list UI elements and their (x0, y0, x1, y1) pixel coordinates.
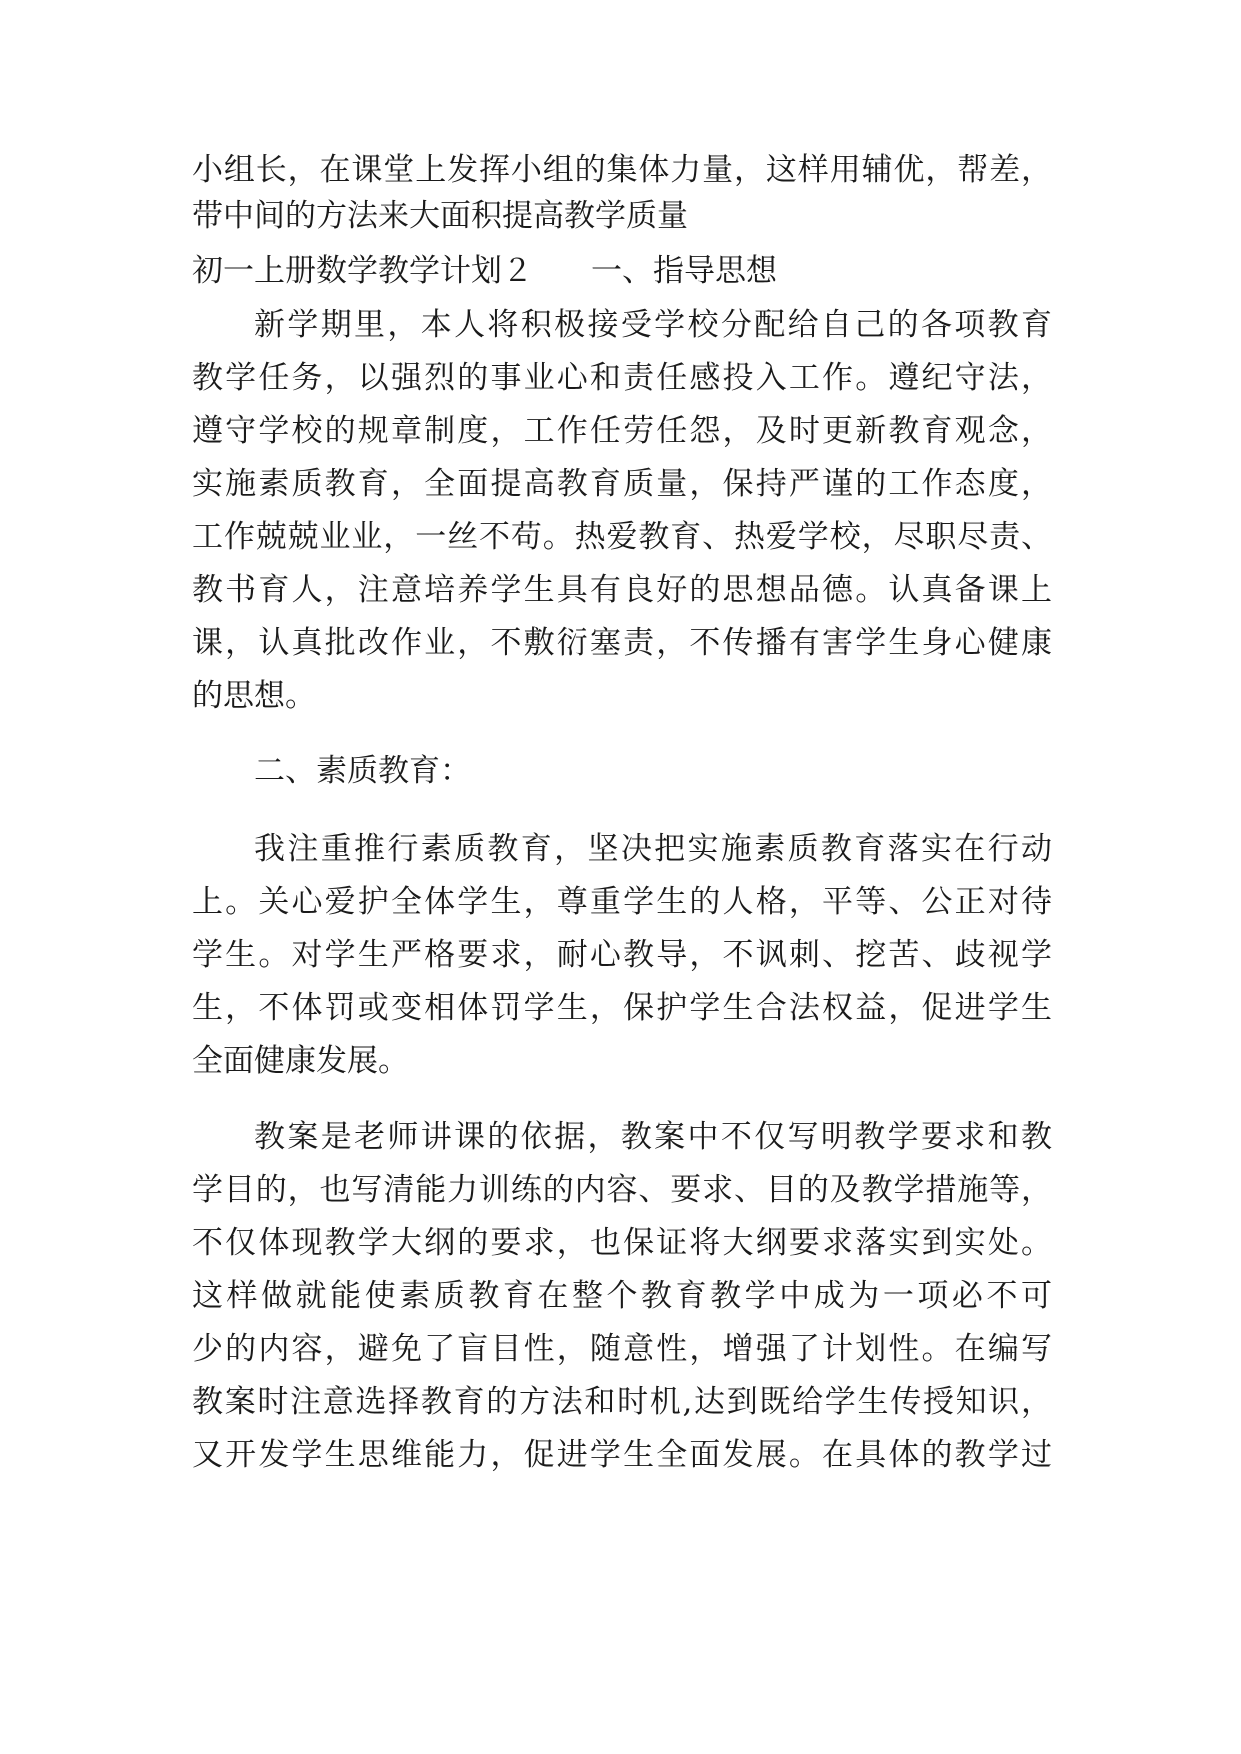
text-line: 我注重推行素质教育，坚决把实施素质教育落实在行动 (254, 831, 1052, 867)
text-line: 全面健康发展。 (192, 1043, 409, 1079)
text-line: 生，不体罚或变相体罚学生，保护学生合法权益，促进学生 (192, 990, 1052, 1026)
document-title: 初一上册数学教学计划２ (192, 253, 533, 289)
text-line: 新学期里，本人将积极接受学校分配给自己的各项教育 (254, 307, 1052, 343)
text-line: 不仅体现教学大纲的要求，也保证将大纲要求落实到实处。 (192, 1225, 1052, 1261)
text-line: 学目的，也写清能力训练的内容、要求、目的及教学措施等， (192, 1172, 1052, 1208)
text-line: 实施素质教育，全面提高教育质量，保持严谨的工作态度， (192, 466, 1052, 502)
text-line: 工作兢兢业业，一丝不苟。热爱教育、热爱学校，尽职尽责、 (192, 519, 1052, 555)
section-heading: 二、素质教育： (254, 753, 471, 789)
text-line: 教案是老师讲课的依据，教案中不仅写明教学要求和教 (254, 1119, 1052, 1155)
text-line: 小组长，在课堂上发挥小组的集体力量，这样用辅优，帮差， (192, 152, 1052, 188)
text-line: 带中间的方法来大面积提高教学质量 (192, 198, 688, 234)
text-line: 教案时注意选择教育的方法和时机,达到既给学生传授知识， (192, 1384, 1052, 1420)
text-line: 又开发学生思维能力，促进学生全面发展。在具体的教学过 (192, 1437, 1052, 1473)
text-line: 教学任务，以强烈的事业心和责任感投入工作。遵纪守法， (192, 360, 1052, 396)
text-line: 教书育人，注意培养学生具有良好的思想品德。认真备课上 (192, 572, 1052, 608)
text-line: 遵守学校的规章制度，工作任劳任怨，及时更新教育观念， (192, 413, 1052, 449)
text-line: 少的内容，避免了盲目性，随意性，增强了计划性。在编写 (192, 1331, 1052, 1367)
text-line: 课，认真批改作业，不敷衍塞责，不传播有害学生身心健康 (192, 625, 1052, 661)
section-heading: 一、指导思想 (591, 253, 777, 289)
text-line: 的思想。 (192, 678, 316, 714)
text-line: 这样做就能使素质教育在整个教育教学中成为一项必不可 (192, 1278, 1052, 1314)
document-heading (192, 251, 777, 291)
text-line: 学生。对学生严格要求，耐心教导，不讽刺、挖苦、歧视学 (192, 937, 1052, 973)
text-line: 上。关心爱护全体学生，尊重学生的人格，平等、公正对待 (192, 884, 1052, 920)
